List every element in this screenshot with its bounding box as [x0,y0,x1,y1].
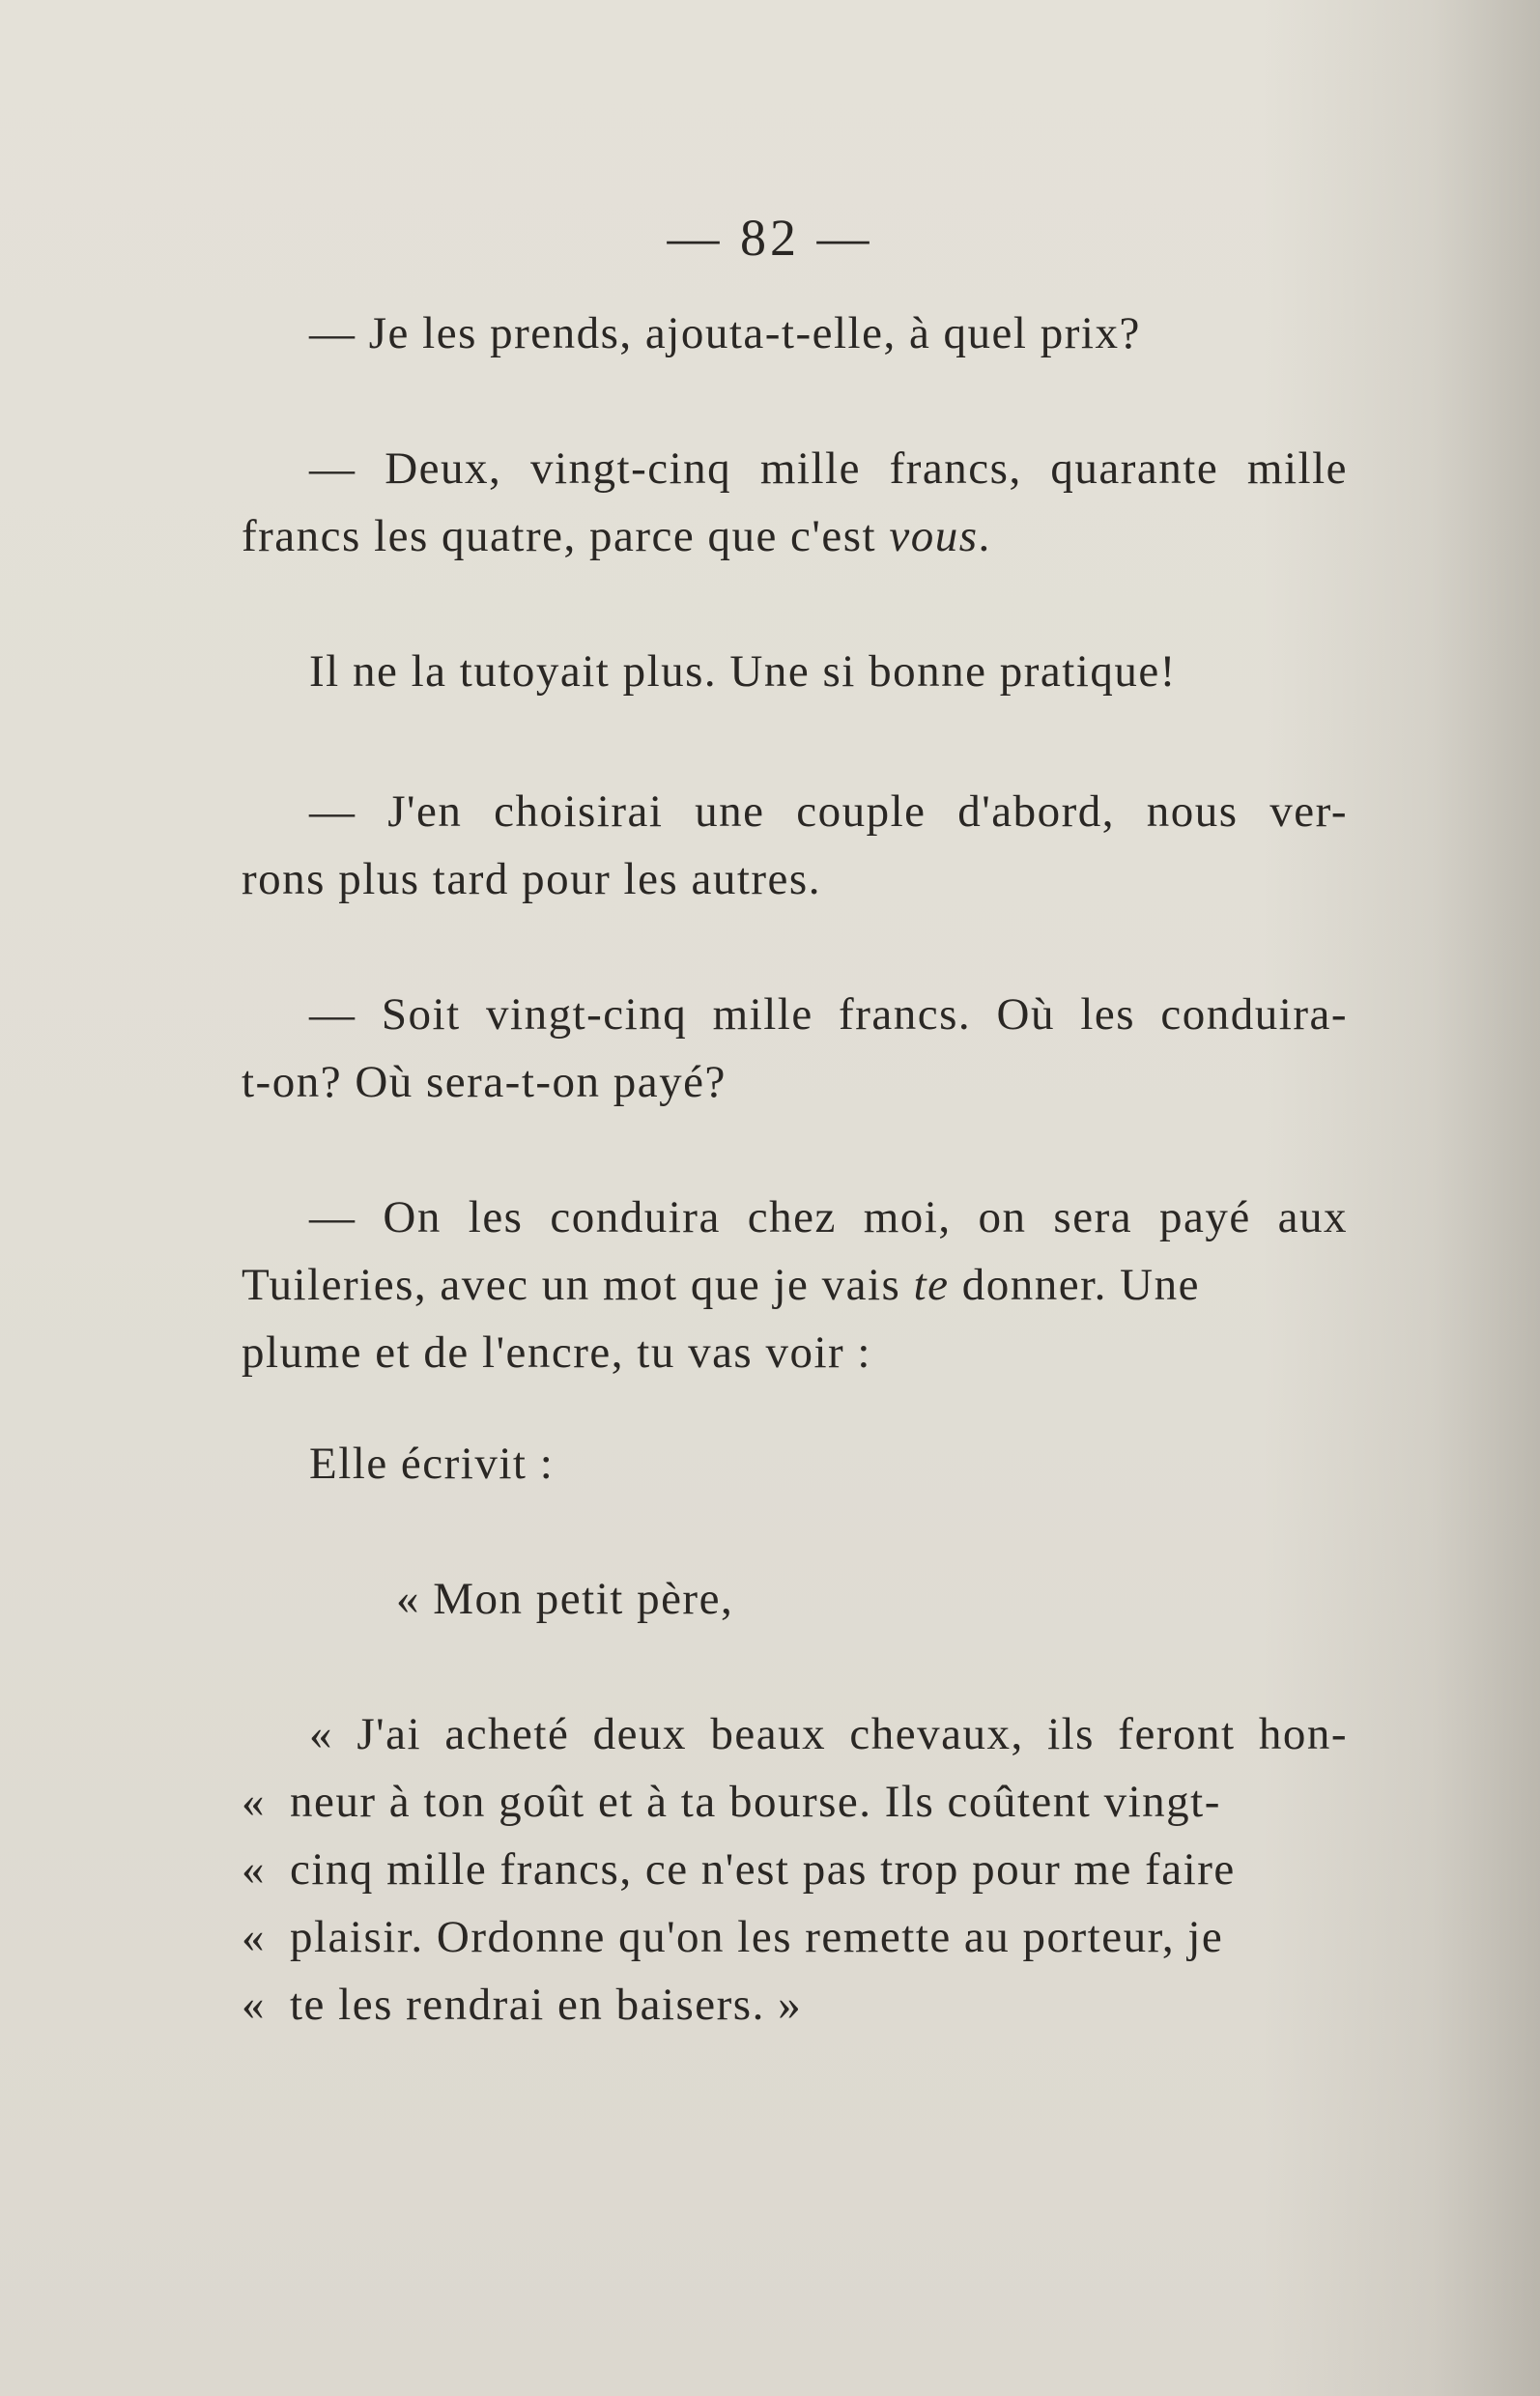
text-line [242,1971,1348,2039]
text-segment: francs les quatre, parce que c'est [242,511,890,561]
quote-mark: « [242,1912,266,1962]
text-line: « J'ai acheté deux beaux chevaux, ils feront hon- [309,1709,1348,1759]
paragraph-conduira [242,1184,1348,1386]
text-segment: neur à ton goût et à ta bourse. Ils coûtent vingt- [290,1777,1221,1827]
quote-mark: « [242,1777,266,1827]
text-segment: donner. Une [949,1260,1200,1310]
text-segment: Tuileries, avec un mot que je vais [242,1260,914,1310]
page-number: — 82 — [667,209,873,267]
paragraph-tutoyait [242,638,1348,705]
letter-salutation [242,1565,1348,1633]
text-segment: cinq mille francs, ce n'est pas trop pour me faire [290,1844,1236,1895]
text-line: — J'en choisirai une couple d'abord, nous ver- [309,786,1348,837]
text-line: t-on? Où sera-t-on payé? [242,1057,727,1107]
paragraph-soit [242,981,1348,1116]
text-line [242,1768,1348,1836]
text-segment: . [978,511,991,561]
text-line: rons plus tard pour les autres. [242,854,821,904]
text-line: « Mon petit père, [396,1574,734,1624]
paragraph-choisirai [242,778,1348,913]
text-line: — Soit vingt-cinq mille francs. Où les conduira- [309,989,1348,1040]
text-line: Elle écrivit : [309,1439,555,1489]
quote-mark: « [242,1844,266,1895]
text-line [242,1836,1348,1903]
text-line [242,502,1348,570]
paragraph-je-les-prends [242,300,1348,367]
italic-word: vous [889,511,979,561]
text-line [242,1903,1348,1971]
text-line: — Je les prends, ajouta-t-elle, à quel prix? [309,308,1141,358]
text-segment: te les rendrai en baisers. » [290,1980,803,2030]
text-segment: plaisir. Ordonne qu'on les remette au porteur, je [290,1912,1224,1962]
quote-mark: « [242,1980,266,2030]
letter-body [242,1700,1348,2039]
paragraph-deux-vingt-cinq [242,435,1348,570]
text-line: plume et de l'encre, tu vas voir : [242,1327,871,1378]
text-line: Il ne la tutoyait plus. Une si bonne pratique! [309,646,1177,697]
text-line [242,1251,1348,1319]
paragraph-elle-ecrivit [242,1430,1348,1498]
text-line: — Deux, vingt-cinq mille francs, quarante mille [309,443,1348,494]
italic-word: te [913,1260,950,1310]
text-line: — On les conduira chez moi, on sera payé aux [309,1192,1348,1242]
